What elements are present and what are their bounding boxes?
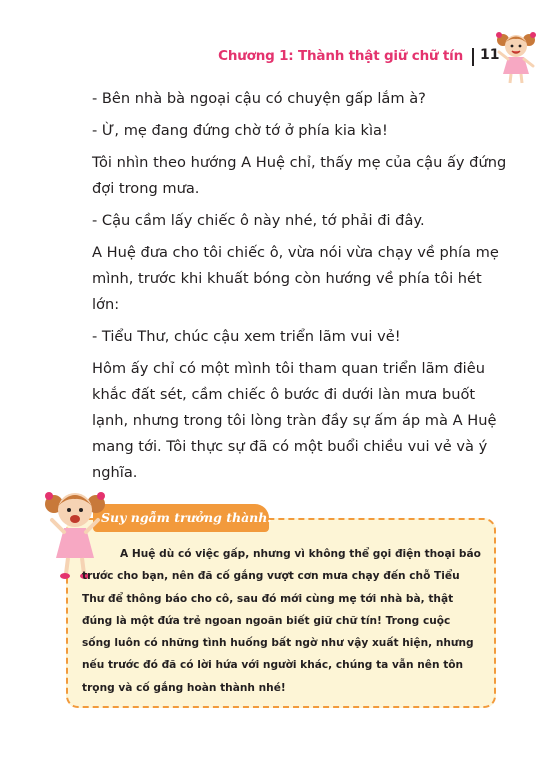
reflection-label-text: Suy ngẫm trưởng thành: — [101, 510, 272, 525]
girl-illustration-icon — [495, 26, 537, 86]
story-paragraph: Tôi nhìn theo hướng A Huệ chỉ, thấy mẹ của cậu ấy đứng đợi trong mưa. — [92, 154, 507, 197]
dialogue-line: - Ừ, mẹ đang đứng chờ tớ ở phía kia kìa! — [92, 122, 388, 139]
page-header — [0, 44, 555, 74]
dialogue-line: - Cậu cầm lấy chiếc ô này nhé, tớ phải đi đây. — [92, 212, 425, 229]
reflection-text — [82, 543, 482, 699]
story-text — [92, 86, 512, 486]
chapter-title: Chương 1: Thành thật giữ chữ tín — [218, 48, 463, 64]
dialogue-line: - Tiểu Thư, chúc cậu xem triển lãm vui vẻ! — [92, 328, 401, 345]
reflection-label — [93, 504, 272, 532]
reflection-paragraph: A Huệ dù có việc gấp, nhưng vì không thể gọi điện thoại báo trước cho bạn, nên đã cố gắng vượt cơn mưa chạy đến chỗ Tiểu Thư để thông báo cho cô, sau đó mới cùng mẹ tới nhà bà, thật đúng là một đứa trẻ ngoan ngoãn biết giữ chữ tín! Trong cuộc sống luôn có những tình huống bất ngờ như vậy xuất hiện, nhưng nếu trước đó đã có lời hứa với người khác, chúng ta vẫn nên tôn trọng và cố gắng hoàn thành nhé! — [82, 548, 481, 694]
page-number: 11 — [480, 47, 500, 63]
header-divider — [472, 48, 474, 66]
dialogue-line: - Bên nhà bà ngoại cậu có chuyện gấp lắm à? — [92, 90, 426, 107]
story-paragraph: Hôm ấy chỉ có một mình tôi tham quan triển lãm điêu khắc đất sét, cầm chiếc ô bước đi dưới làn mưa buốt lạnh, nhưng trong tôi lòng tràn đầy sự ấm áp mà A Huệ mang tới. Tôi thực sự đã có một buổi chiều vui vẻ và ý nghĩa. — [92, 360, 497, 481]
story-paragraph: A Huệ đưa cho tôi chiếc ô, vừa nói vừa chạy về phía mẹ mình, trước khi khuất bóng còn hướng về phía tôi hét lớn: — [92, 244, 499, 313]
